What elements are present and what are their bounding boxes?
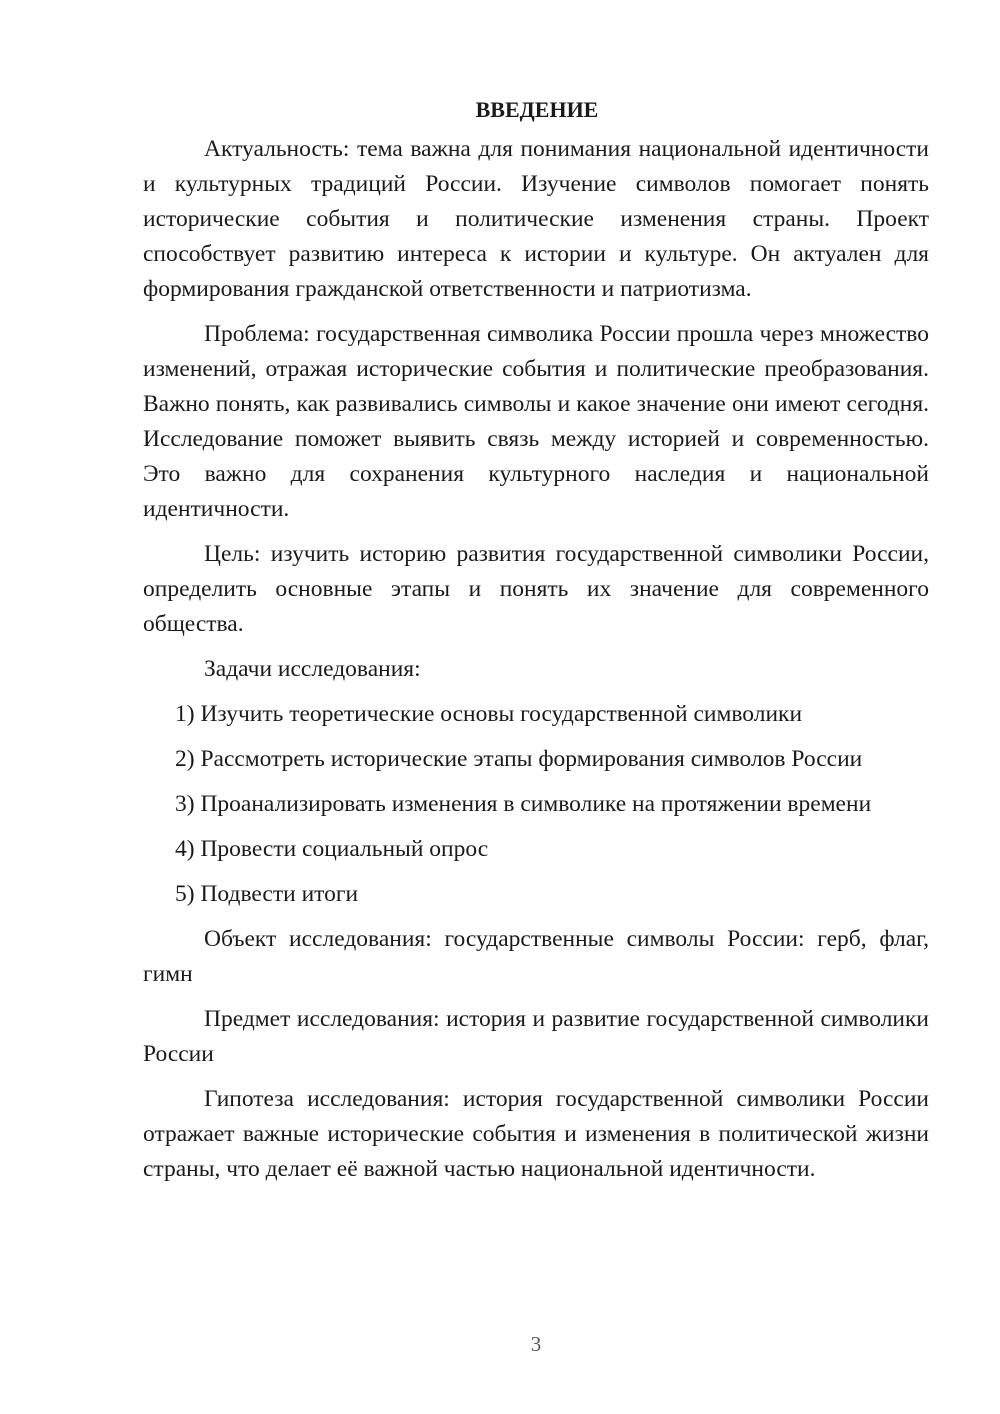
document-page: [143, 92, 929, 1197]
page-number: 3: [530, 1332, 542, 1356]
list-item: 4) Провести социальный опрос: [175, 836, 489, 862]
list-item: 1) Изучить теоретические основы государственной символики: [175, 701, 803, 727]
task-list: [143, 697, 929, 912]
subject-paragraph: Предмет исследования: история и развитие государственной символики России: [143, 1006, 929, 1067]
list-item: 3) Проанализировать изменения в символике на протяжении времени: [175, 791, 872, 817]
relevance-paragraph: Актуальность: тема важна для понимания национальной идентичности и культурных традиций России. Изучение символов помогает понять исторические события и политические изменения страны. Проект способствует развитию интереса к истории и культуре. Он актуален для формирования гражданской ответственности и патриотизма.: [143, 136, 929, 302]
tasks-heading: Задачи исследования:: [204, 656, 421, 682]
list-item: 2) Рассмотреть исторические этапы формирования символов России: [175, 746, 863, 772]
hypothesis-paragraph: Гипотеза исследования: история государственной символики России отражает важные исторические события и изменения в политической жизни страны, что делает её важной частью национальной идентичности.: [143, 1086, 929, 1182]
document-title: ВВЕДЕНИЕ: [475, 97, 599, 122]
object-paragraph: Объект исследования: государственные символы России: герб, флаг, гимн: [143, 926, 929, 987]
problem-paragraph: Проблема: государственная символика России прошла через множество изменений, отражая исторические события и политические преобразования. Важно понять, как развивались символы и какое значение они имеют сегодня. Исследование поможет выявить связь между историей и современностью. Это важно для сохранения культурного наследия и национальной идентичности.: [143, 321, 929, 522]
list-item: 5) Подвести итоги: [175, 881, 359, 907]
goal-paragraph: Цель: изучить историю развития государственной символики России, определить основные этапы и понять их значение для современного общества.: [143, 541, 929, 637]
